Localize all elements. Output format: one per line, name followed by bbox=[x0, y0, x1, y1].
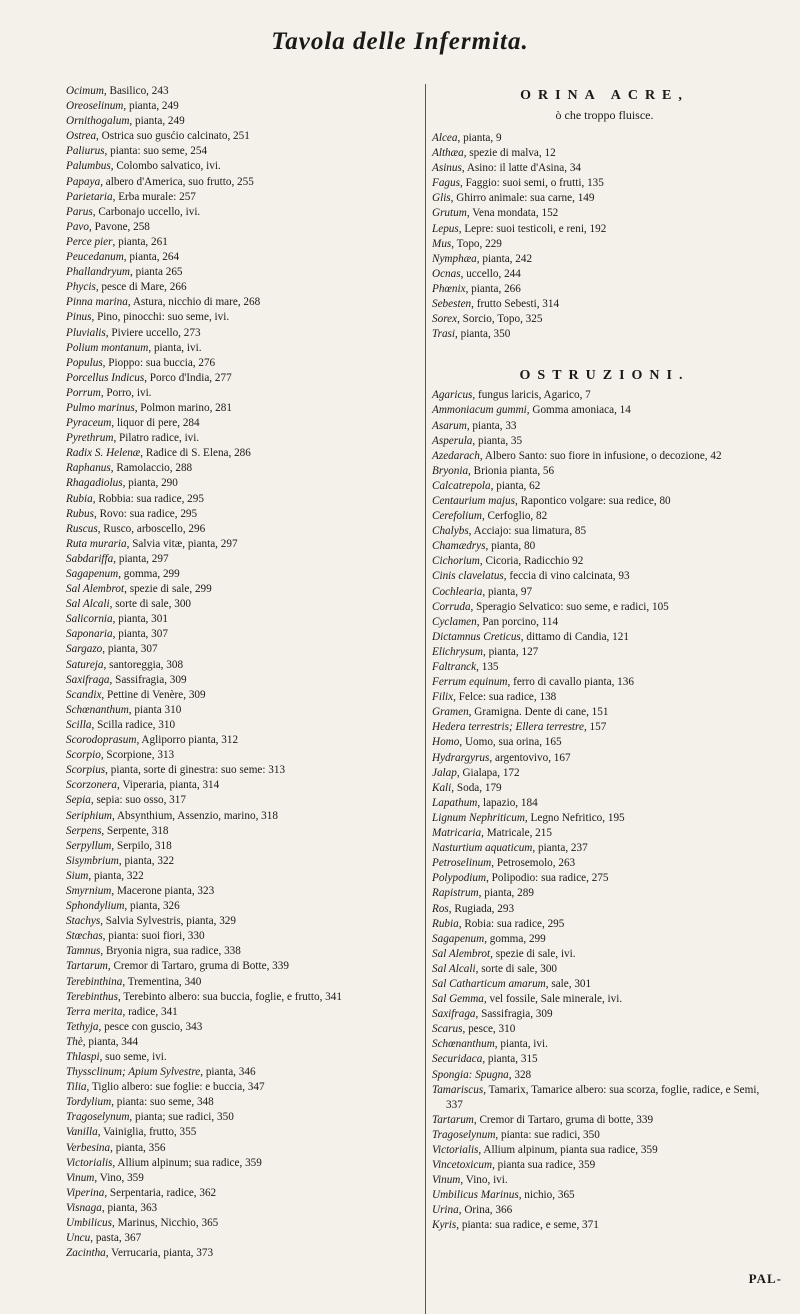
index-entry: Sagapenum, gomma, 299 bbox=[66, 568, 180, 580]
index-entry: Porrum, Porro, ivi. bbox=[66, 386, 152, 399]
index-entry: Asinus, Asino: il latte d'Asina, 34 bbox=[432, 162, 582, 175]
index-entry: Matricaria, Matricale, 215 bbox=[432, 827, 552, 840]
index-entry: Rubus, Rovo: sua radice, 295 bbox=[66, 507, 198, 520]
index-entry: Saxifraga, Sassifragia, 309 bbox=[432, 1008, 553, 1021]
index-entry: Vinum, Vino, ivi. bbox=[432, 1174, 508, 1187]
index-entry: Oreoselinum, pianta, 249 bbox=[66, 100, 179, 113]
index-entry: Scorpio, Scorpione, 313 bbox=[66, 749, 175, 762]
index-entry: Rubia, Robbia: sua radice, 295 bbox=[66, 492, 204, 505]
index-entry: Tilia, Tiglio albero: sue foglie: e buccia, 347 bbox=[66, 1081, 265, 1094]
index-entry: Lapathum, lapazio, 184 bbox=[432, 796, 538, 809]
index-entry: Tartarum, Cremor di Tartaro, gruma di botte, 339 bbox=[432, 1113, 654, 1126]
index-entry: Nasturtium aquaticum, pianta, 237 bbox=[432, 842, 588, 855]
index-entry: Zacintha, Verrucaria, pianta, 373 bbox=[66, 1247, 214, 1260]
index-entry: Cinis clavelatus, feccia di vino calcinata, 93 bbox=[432, 570, 630, 583]
index-entry: Papaya, albero d'America, suo frutto, 255 bbox=[66, 175, 254, 188]
index-entry: Chamædrys, pianta, 80 bbox=[432, 540, 536, 553]
index-entry: Pyraceum, liquor di pere, 284 bbox=[66, 417, 200, 430]
index-entry: Polium montanum, pianta, ivi. bbox=[66, 341, 202, 354]
index-entry: Hydrargyrus, argentovivo, 167 bbox=[432, 751, 571, 764]
index-entry: Sebesten, frutto Sebesti, 314 bbox=[432, 298, 560, 311]
index-entry: Sargazo, pianta, 307 bbox=[66, 643, 158, 656]
index-entry: Verbesina, pianta, 356 bbox=[66, 1141, 166, 1154]
index-entry: Smyrnium, Macerone pianta, 323 bbox=[66, 884, 215, 897]
index-entry: Sagapenum, gomma, 299 bbox=[432, 932, 546, 945]
index-entry: Phycis, pesce di Mare, 266 bbox=[66, 281, 187, 294]
index-entry: Trasi, pianta, 350 bbox=[432, 328, 511, 341]
index-entry: Tragoselynum, pianta; sue radici, 350 bbox=[66, 1111, 234, 1124]
catchword: PAL- bbox=[748, 1271, 782, 1286]
index-entry: Chalybs, Acciajo: sua limatura, 85 bbox=[432, 525, 587, 538]
index-entry: Vincetoxicum, pianta sua radice, 359 bbox=[432, 1159, 596, 1172]
page-title: Tavola delle Infermita. bbox=[271, 28, 529, 55]
index-entry: Sorex, Sorcio, Topo, 325 bbox=[432, 313, 543, 326]
index-entry: Ruscus, Rusco, arboscello, 296 bbox=[66, 522, 206, 535]
index-entry: Viperina, Serpentaria, radice, 362 bbox=[66, 1186, 217, 1199]
index-entry: Thlaspi, suo seme, ivi. bbox=[66, 1051, 167, 1063]
index-entry: Vanilla, Vainiglia, frutto, 355 bbox=[66, 1126, 197, 1139]
index-entry: Thè, pianta, 344 bbox=[66, 1035, 139, 1048]
index-entry: Faltranck, 135 bbox=[432, 661, 499, 673]
index-entry: Hedera terrestris; Ellera terrestre, 157 bbox=[432, 721, 607, 734]
index-entry: Calcatrepola, pianta, 62 bbox=[432, 479, 541, 492]
index-entry: Bryonia, Brionia pianta, 56 bbox=[432, 464, 555, 477]
index-entry: Sal Gemma, vel fossile, Sale minerale, ivi. bbox=[432, 993, 623, 1006]
index-entry: Tordylium, pianta: suo seme, 348 bbox=[66, 1096, 214, 1109]
section-subheading-orina: ò che troppo fluisce. bbox=[555, 108, 654, 122]
index-entry: Corruda, Speragio Selvatico: suo seme, e radici, 105 bbox=[432, 600, 669, 613]
index-entry: Tartarum, Cremor di Tartaro, gruma di Botte, 339 bbox=[66, 960, 289, 973]
orina-entry-list bbox=[432, 131, 777, 342]
index-entry: Umbilicus Marinus, nichio, 365 bbox=[432, 1189, 575, 1202]
section-heading-ostruzioni: OSTRUZIONI. bbox=[519, 368, 690, 384]
right-column bbox=[432, 84, 777, 1234]
index-entry: Phallandryum, pianta 265 bbox=[66, 266, 183, 279]
index-entry: Cyclamen, Pan porcino, 114 bbox=[432, 615, 559, 628]
index-entry: Elichrysum, pianta, 127 bbox=[432, 645, 539, 658]
index-entry: Agaricus, fungus laricis, Agarico, 7 bbox=[432, 389, 591, 402]
index-entry: Sal Alembrot, spezie di sale, ivi. bbox=[432, 947, 576, 960]
index-entry: Visnaga, pianta, 363 bbox=[66, 1201, 158, 1214]
index-entry: Cichorium, Cicoria, Radicchio 92 bbox=[432, 555, 584, 568]
index-entry: Stœchas, pianta: suoi fiori, 330 bbox=[66, 930, 205, 943]
index-entry: Ostrea, Ostrica suo gusćio calcinato, 251 bbox=[66, 130, 250, 143]
index-entry: Scorpius, pianta, sorte di ginestra: suo seme: 313 bbox=[66, 764, 286, 777]
index-entry: Paliurus, pianta: suo seme, 254 bbox=[66, 145, 208, 158]
index-entry: Stachys, Salvia Sylvestris, pianta, 329 bbox=[66, 915, 236, 928]
index-entry: Ornithogalum, pianta, 249 bbox=[66, 115, 185, 128]
index-entry: Sal Alcali, sorte di sale, 300 bbox=[66, 598, 192, 611]
index-entry: Cerefolium, Cerfoglio, 82 bbox=[432, 510, 548, 523]
index-entry: Satureja, santoreggia, 308 bbox=[66, 658, 184, 671]
index-entry: Kali, Soda, 179 bbox=[432, 781, 502, 794]
index-entry: Ruta muraria, Salvia vitæ, pianta, 297 bbox=[66, 537, 238, 550]
index-entry: Pulmo marinus, Polmon marino, 281 bbox=[66, 401, 232, 414]
index-entry: Ros, Rugiada, 293 bbox=[432, 902, 515, 915]
index-entry: Perce pier, pianta, 261 bbox=[66, 235, 168, 248]
index-entry: Tethyja, pesce con guscio, 343 bbox=[66, 1020, 203, 1033]
index-entry: Salicornia, pianta, 301 bbox=[66, 613, 168, 626]
index-entry: Thyssclinum; Apium Sylvestre, pianta, 346 bbox=[66, 1066, 256, 1079]
column-divider bbox=[425, 84, 426, 1314]
index-entry: Glis, Ghirro animale: sua carne, 149 bbox=[432, 192, 595, 205]
index-entry: Terebinthina, Trementina, 340 bbox=[66, 975, 202, 988]
index-entry: Uncu, pasta, 367 bbox=[66, 1232, 142, 1245]
index-entry: Raphanus, Ramolaccio, 288 bbox=[66, 462, 193, 475]
index-entry: Scarus, pesce, 310 bbox=[432, 1023, 516, 1036]
index-entry: Ocimum, Basilico, 243 bbox=[66, 85, 169, 97]
index-entry: Peucedanum, pianta, 264 bbox=[66, 251, 180, 264]
index-entry: Scandix, Pettine di Venère, 309 bbox=[66, 688, 206, 701]
index-entry: Saxifraga, Sassifragia, 309 bbox=[66, 673, 187, 686]
index-entry: Homo, Uomo, sua orina, 165 bbox=[432, 736, 562, 749]
index-entry: Pyrethrum, Pilatro radice, ivi. bbox=[66, 432, 200, 445]
index-entry: Althæa, spezie di malva, 12 bbox=[432, 147, 556, 160]
index-entry: Grutum, Vena mondata, 152 bbox=[432, 207, 559, 220]
index-entry: Asperula, pianta, 35 bbox=[432, 434, 523, 447]
ostruzioni-entry-list bbox=[432, 388, 777, 1233]
index-entry: Sal Alembrot, spezie di sale, 299 bbox=[66, 583, 212, 596]
index-entry: Saponaria, pianta, 307 bbox=[66, 628, 168, 641]
index-entry: Kyris, pianta: sua radice, e seme, 371 bbox=[432, 1219, 599, 1232]
index-entry: Sisymbrium, pianta, 322 bbox=[66, 854, 175, 867]
index-entry: Parus, Carbonajo uccello, ivi. bbox=[66, 205, 201, 218]
index-entry: Schœnanthum, pianta 310 bbox=[66, 703, 182, 716]
index-entry: Scilla, Scilla radice, 310 bbox=[66, 718, 176, 731]
index-entry: Pavo, Pavone, 258 bbox=[66, 220, 150, 233]
index-entry: Phœnix, pianta, 266 bbox=[432, 282, 521, 295]
index-entry: Schœnanthum, pianta, ivi. bbox=[432, 1038, 548, 1051]
index-entry: Jalap, Gialapa, 172 bbox=[432, 766, 520, 779]
index-entry: Securidaca, pianta, 315 bbox=[432, 1053, 538, 1066]
index-entry: Serpyllum, Serpilo, 318 bbox=[66, 839, 172, 852]
index-entry: Azedarach, Albero Santo: suo fiore in infusione, o decozione, 42 bbox=[432, 449, 722, 462]
index-entry: Seriphium, Absynthium, Assenzio, marino, 318 bbox=[66, 809, 278, 822]
index-entry: Lepus, Lepre: suoi testicoli, e reni, 192 bbox=[432, 222, 607, 235]
index-entry: Tamariscus, Tamarix, Tamarice albero: sua scorza, foglie, radice, e Semi, 337 bbox=[432, 1083, 760, 1111]
index-entry: Sphondylium, pianta, 326 bbox=[66, 900, 180, 913]
index-entry: Sabdariffa, pianta, 297 bbox=[66, 552, 169, 565]
index-entry: Rhagadiolus, pianta, 290 bbox=[66, 477, 178, 490]
index-entry: Polypodium, Polipodio: sua radice, 275 bbox=[432, 872, 609, 885]
index-entry: Urina, Orina, 366 bbox=[432, 1204, 513, 1217]
index-entry: Rapistrum, pianta, 289 bbox=[432, 887, 534, 900]
index-entry: Gramen, Gramigna. Dente di cane, 151 bbox=[432, 706, 609, 719]
index-entry: Petroselinum, Petrosemolo, 263 bbox=[432, 857, 576, 870]
index-entry: Fagus, Faggio: suoi semi, o frutti, 135 bbox=[432, 177, 604, 190]
index-entry: Tragoselynum, pianta: sue radici, 350 bbox=[432, 1128, 600, 1141]
index-entry: Rubia, Robia: sua radice, 295 bbox=[432, 917, 565, 930]
index-entry: Ocnas, uccello, 244 bbox=[432, 267, 521, 280]
index-entry: Sepia, sepia: suo osso, 317 bbox=[66, 794, 186, 807]
index-entry: Cochlearia, pianta, 97 bbox=[432, 585, 533, 598]
index-entry: Terebinthus, Terebinto albero: sua buccia, foglie, e frutto, 341 bbox=[66, 990, 342, 1003]
index-entry: Terra merita, radice, 341 bbox=[66, 1005, 178, 1018]
left-column bbox=[66, 84, 421, 1261]
index-entry: Spongia: Spugna, 328 bbox=[432, 1068, 532, 1081]
index-entry: Radix S. Helenæ, Radice di S. Elena, 286 bbox=[66, 447, 251, 460]
index-entry: Sal Alcali, sorte di sale, 300 bbox=[432, 962, 558, 975]
index-entry: Lignum Nephriticum, Legno Nefritico, 195 bbox=[432, 811, 625, 824]
index-entry: Scorodoprasum, Agliporro pianta, 312 bbox=[66, 734, 239, 747]
section-heading-orina: ORINA ACRE, bbox=[520, 88, 689, 103]
index-entry: Pinus, Pino, pinocchi: suo seme, ivi. bbox=[66, 311, 230, 324]
index-entry: Populus, Pioppo: sua buccia, 276 bbox=[66, 356, 216, 369]
index-entry: Pinna marina, Astura, nicchio di mare, 268 bbox=[66, 296, 261, 309]
index-entry: Tamnus, Bryonia nigra, sua radice, 338 bbox=[66, 945, 241, 958]
index-entry: Serpens, Serpente, 318 bbox=[66, 824, 169, 837]
index-entry: Alcea, pianta, 9 bbox=[432, 132, 502, 144]
index-entry: Sal Catharticum amarum, sale, 301 bbox=[432, 977, 592, 990]
index-entry: Porcellus Indicus, Porco d'India, 277 bbox=[66, 371, 232, 384]
index-entry: Pluvialis, Piviere uccello, 273 bbox=[66, 326, 201, 339]
index-entry: Ferrum equinum, ferro di cavallo pianta, 136 bbox=[432, 676, 634, 689]
index-entry: Asarum, pianta, 33 bbox=[432, 419, 517, 432]
index-entry: Ammoniacum gummi, Gomma amoniaca, 14 bbox=[432, 404, 631, 417]
index-entry: Centaurium majus, Rapontico volgare: sua redice, 80 bbox=[432, 494, 671, 507]
index-entry: Dictamnus Creticus, dittamo di Candia, 121 bbox=[432, 630, 629, 643]
index-entry: Victorialis, Allium alpinum; sua radice, 359 bbox=[66, 1156, 262, 1169]
index-entry: Nymphæa, pianta, 242 bbox=[432, 252, 533, 265]
index-entry: Sium, pianta, 322 bbox=[66, 869, 144, 882]
index-entry: Parietaria, Erba murale: 257 bbox=[66, 190, 196, 203]
index-entry: Mus, Topo, 229 bbox=[432, 237, 502, 250]
index-entry: Scorzonera, Viperaria, pianta, 314 bbox=[66, 779, 220, 792]
index-entry: Umbilicus, Marinus, Nicchio, 365 bbox=[66, 1217, 219, 1230]
index-entry: Filix, Felce: sua radice, 138 bbox=[432, 691, 557, 704]
index-entry: Vinum, Vino, 359 bbox=[66, 1171, 144, 1184]
index-entry: Victorialis, Allium alpinum, pianta sua radice, 359 bbox=[432, 1144, 658, 1156]
index-entry: Palumbus, Colombo salvatico, ivi. bbox=[66, 160, 221, 173]
